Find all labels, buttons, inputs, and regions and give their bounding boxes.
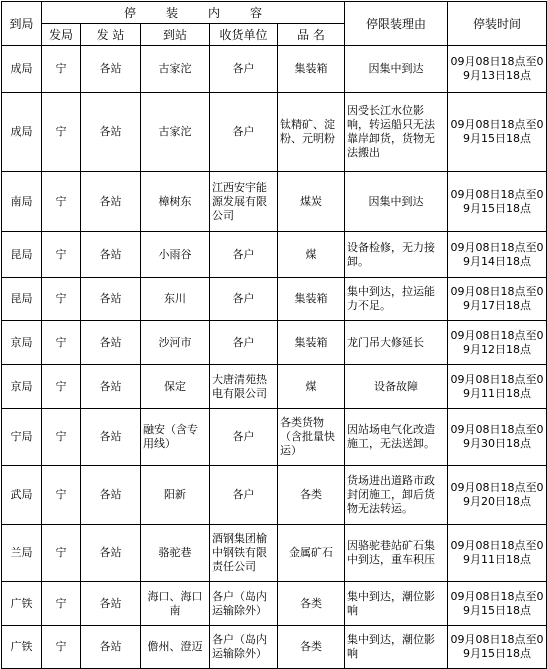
cell-to-bureau: 京局 bbox=[2, 321, 42, 365]
cell-from-station: 各站 bbox=[81, 46, 141, 93]
table-row bbox=[2, 409, 547, 466]
cell-reason: 因集中到达 bbox=[345, 172, 448, 232]
stop-loading-table bbox=[1, 1, 547, 669]
cell-consignee: 江西安宇能源发展有限公司 bbox=[210, 172, 278, 232]
cell-from-bureau: 宁 bbox=[42, 278, 81, 321]
header-to-bureau: 到局 bbox=[2, 2, 42, 46]
cell-from-station: 各站 bbox=[81, 93, 141, 172]
cell-from-bureau: 宁 bbox=[42, 172, 81, 232]
cell-to-station: 融安（含专用线） bbox=[141, 409, 210, 466]
cell-period: 09月08日18点至09月17日18点 bbox=[448, 278, 547, 321]
cell-consignee: 各户 bbox=[210, 409, 278, 466]
cell-to-station: 儋州、澄迈 bbox=[141, 626, 210, 669]
cell-from-station: 各站 bbox=[81, 466, 141, 525]
cell-consignee: 各户 bbox=[210, 46, 278, 93]
header-consignee: 收货单位 bbox=[210, 24, 278, 46]
cell-reason: 因骆驼巷站矿石集中到达，重车积压 bbox=[345, 525, 448, 582]
table-row bbox=[2, 582, 547, 626]
header-row-top bbox=[2, 2, 547, 24]
table-row bbox=[2, 626, 547, 669]
cell-reason: 集中到达，潮位影响 bbox=[345, 582, 448, 626]
cell-consignee: 各户 bbox=[210, 466, 278, 525]
cell-from-station: 各站 bbox=[81, 278, 141, 321]
cell-reason: 因集中到达 bbox=[345, 46, 448, 93]
cell-to-station: 骆驼巷 bbox=[141, 525, 210, 582]
cell-reason: 因受长江水位影响，转运船只无法靠岸卸货，货物无法搬出 bbox=[345, 93, 448, 172]
header-from-station: 发 站 bbox=[81, 24, 141, 46]
header-reason: 停限装理由 bbox=[345, 2, 448, 46]
cell-from-bureau: 宁 bbox=[42, 46, 81, 93]
cell-from-station: 各站 bbox=[81, 525, 141, 582]
cell-from-bureau: 宁 bbox=[42, 321, 81, 365]
cell-period: 09月08日18点至09月11日18点 bbox=[448, 365, 547, 409]
cell-reason: 龙门吊大修延长 bbox=[345, 321, 448, 365]
cell-consignee: 各户 bbox=[210, 321, 278, 365]
cell-reason: 设备故障 bbox=[345, 365, 448, 409]
table-row bbox=[2, 321, 547, 365]
cell-to-bureau: 兰局 bbox=[2, 525, 42, 582]
cell-to-station: 樟树东 bbox=[141, 172, 210, 232]
cell-from-bureau: 宁 bbox=[42, 582, 81, 626]
cell-goods: 钛精矿、淀粉、元明粉 bbox=[278, 93, 345, 172]
cell-to-station: 小雨谷 bbox=[141, 232, 210, 278]
cell-consignee: 各户 bbox=[210, 278, 278, 321]
cell-consignee: 各户 bbox=[210, 93, 278, 172]
cell-to-station: 古家沱 bbox=[141, 93, 210, 172]
cell-to-bureau: 广铁 bbox=[2, 582, 42, 626]
cell-period: 09月08日18点至09月30日18点 bbox=[448, 409, 547, 466]
cell-period: 09月08日18点至09月14日18点 bbox=[448, 232, 547, 278]
cell-from-bureau: 宁 bbox=[42, 525, 81, 582]
table-row bbox=[2, 232, 547, 278]
cell-period: 09月08日18点至09月13日18点 bbox=[448, 46, 547, 93]
cell-to-station: 东川 bbox=[141, 278, 210, 321]
cell-to-station: 保定 bbox=[141, 365, 210, 409]
cell-goods: 煤炭 bbox=[278, 172, 345, 232]
cell-from-station: 各站 bbox=[81, 626, 141, 669]
cell-goods: 煤 bbox=[278, 232, 345, 278]
cell-from-bureau: 宁 bbox=[42, 93, 81, 172]
header-to-station: 到站 bbox=[141, 24, 210, 46]
cell-period: 09月08日18点至09月15日18点 bbox=[448, 626, 547, 669]
cell-reason: 集中到达，潮位影响 bbox=[345, 626, 448, 669]
cell-to-bureau: 宁局 bbox=[2, 409, 42, 466]
cell-from-station: 各站 bbox=[81, 321, 141, 365]
cell-to-station: 阳新 bbox=[141, 466, 210, 525]
cell-consignee: 各户（岛内运输除外） bbox=[210, 626, 278, 669]
cell-period: 09月08日18点至09月15日18点 bbox=[448, 93, 547, 172]
cell-period: 09月08日18点至09月15日18点 bbox=[448, 172, 547, 232]
table-row bbox=[2, 93, 547, 172]
cell-period: 09月08日18点至09月20日18点 bbox=[448, 466, 547, 525]
cell-from-bureau: 宁 bbox=[42, 626, 81, 669]
table-row bbox=[2, 466, 547, 525]
cell-to-bureau: 南局 bbox=[2, 172, 42, 232]
cell-to-bureau: 武局 bbox=[2, 466, 42, 525]
cell-consignee: 大唐清苑热电有限公司 bbox=[210, 365, 278, 409]
cell-to-bureau: 京局 bbox=[2, 365, 42, 409]
table-row bbox=[2, 46, 547, 93]
cell-to-station: 沙河市 bbox=[141, 321, 210, 365]
cell-goods: 煤 bbox=[278, 365, 345, 409]
cell-to-bureau: 广铁 bbox=[2, 626, 42, 669]
table-row bbox=[2, 172, 547, 232]
cell-reason: 货场进出道路市政封闭施工，卸后货物无法转运。 bbox=[345, 466, 448, 525]
cell-from-bureau: 宁 bbox=[42, 409, 81, 466]
cell-goods: 金属矿石 bbox=[278, 525, 345, 582]
table-row bbox=[2, 278, 547, 321]
cell-from-bureau: 宁 bbox=[42, 232, 81, 278]
header-from-bureau: 发局 bbox=[42, 24, 81, 46]
cell-from-station: 各站 bbox=[81, 582, 141, 626]
cell-reason: 设备检修，无力接卸。 bbox=[345, 232, 448, 278]
header-group: 停装内容 bbox=[42, 2, 345, 24]
cell-goods: 各类 bbox=[278, 466, 345, 525]
cell-from-station: 各站 bbox=[81, 365, 141, 409]
cell-from-bureau: 宁 bbox=[42, 466, 81, 525]
cell-from-bureau: 宁 bbox=[42, 365, 81, 409]
cell-to-bureau: 昆局 bbox=[2, 232, 42, 278]
cell-from-station: 各站 bbox=[81, 232, 141, 278]
cell-to-bureau: 成局 bbox=[2, 93, 42, 172]
cell-to-station: 海口、海口南 bbox=[141, 582, 210, 626]
header-goods: 品 名 bbox=[278, 24, 345, 46]
cell-to-bureau: 成局 bbox=[2, 46, 42, 93]
table-row bbox=[2, 365, 547, 409]
cell-consignee: 酒钢集团榆中钢铁有限责任公司 bbox=[210, 525, 278, 582]
cell-reason: 因站场电气化改造施工，无法送卸。 bbox=[345, 409, 448, 466]
cell-consignee: 各户 bbox=[210, 232, 278, 278]
cell-goods: 各类 bbox=[278, 582, 345, 626]
table-row bbox=[2, 525, 547, 582]
cell-reason: 集中到达，拉运能力不足。 bbox=[345, 278, 448, 321]
cell-from-station: 各站 bbox=[81, 409, 141, 466]
cell-goods: 集装箱 bbox=[278, 46, 345, 93]
cell-period: 09月08日18点至09月12日18点 bbox=[448, 321, 547, 365]
cell-from-station: 各站 bbox=[81, 172, 141, 232]
cell-goods: 各类 bbox=[278, 626, 345, 669]
header-period: 停装时间 bbox=[448, 2, 547, 46]
cell-to-station: 古家沱 bbox=[141, 46, 210, 93]
table-body bbox=[2, 46, 547, 669]
cell-consignee: 各户（岛内运输除外） bbox=[210, 582, 278, 626]
cell-goods: 各类货物（含批量快运） bbox=[278, 409, 345, 466]
cell-period: 09月08日18点至09月15日18点 bbox=[448, 582, 547, 626]
cell-period: 09月08日18点至09月11日18点 bbox=[448, 525, 547, 582]
cell-to-bureau: 昆局 bbox=[2, 278, 42, 321]
cell-goods: 集装箱 bbox=[278, 321, 345, 365]
cell-goods: 集装箱 bbox=[278, 278, 345, 321]
